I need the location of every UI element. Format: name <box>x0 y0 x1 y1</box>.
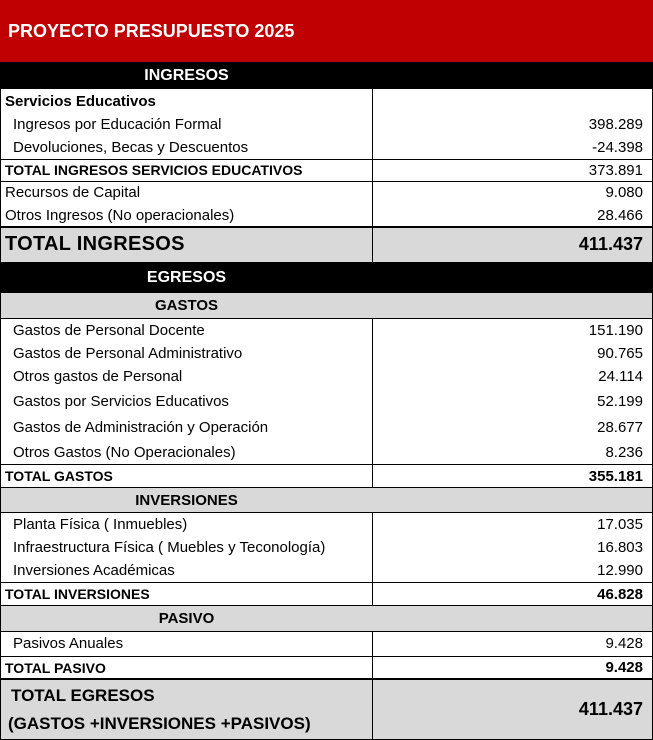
gasto-row <box>0 342 653 365</box>
ingreso-value: 398.289 <box>588 116 643 133</box>
divider-inversiones <box>372 512 373 606</box>
total-inversiones-row <box>0 582 653 606</box>
rule <box>0 631 653 632</box>
total-inversiones-value: 46.828 <box>597 585 643 603</box>
border-left <box>0 62 1 740</box>
total-pasivo-label: TOTAL PASIVO <box>5 659 106 676</box>
total-servicios-value: 373.891 <box>588 161 643 179</box>
otros-ingresos-row <box>0 181 653 204</box>
inversion-value: 17.035 <box>597 515 643 533</box>
gasto-row <box>0 365 653 388</box>
gasto-label: Gastos por Servicios Educativos <box>13 393 229 410</box>
pasivo-value: 9.428 <box>605 635 643 652</box>
inversion-value: 16.803 <box>597 539 643 556</box>
total-gastos-row <box>0 464 653 488</box>
total-servicios-label: TOTAL INGRESOS SERVICIOS EDUCATIVOS <box>5 162 303 178</box>
gasto-value: 28.677 <box>597 419 643 436</box>
rule <box>0 582 653 583</box>
total-egresos-label-block <box>0 679 373 740</box>
gasto-label: Otros gastos de Personal <box>13 368 183 385</box>
ingreso-row <box>0 113 653 136</box>
ingresos-header-label: INGRESOS <box>144 66 229 84</box>
gastos-header <box>0 293 653 318</box>
total-egresos-value: 411.437 <box>578 699 643 719</box>
inversiones-header <box>0 488 653 512</box>
gasto-row <box>0 318 653 342</box>
inversion-value: 12.990 <box>597 562 643 579</box>
egresos-header <box>0 262 653 293</box>
total-ingresos-value: 411.437 <box>578 234 643 254</box>
inversiones-header-label: INVERSIONES <box>135 491 238 509</box>
total-gastos-label: TOTAL GASTOS <box>5 468 113 484</box>
divider-ingresos <box>372 89 373 262</box>
total-egresos-sublabel: (GASTOS +INVERSIONES +PASIVOS) <box>8 713 311 733</box>
servicios-educativos-subheader <box>0 89 653 113</box>
rule <box>0 181 653 182</box>
total-egresos-row <box>0 679 653 740</box>
total-inversiones-label: TOTAL INVERSIONES <box>5 586 150 602</box>
rule <box>0 487 653 488</box>
inversion-label: Infraestructura Física ( Muebles y Teconología) <box>13 539 326 556</box>
gasto-value: 151.190 <box>588 321 643 339</box>
inversion-row <box>0 536 653 559</box>
rule <box>0 159 653 160</box>
otros-ingresos-value: 28.466 <box>597 207 643 224</box>
rule <box>0 605 653 606</box>
ingreso-row <box>0 136 653 159</box>
gasto-row <box>0 440 653 464</box>
gasto-value: 90.765 <box>597 345 643 362</box>
rule <box>0 226 653 228</box>
rule <box>0 318 653 319</box>
inversion-row <box>0 512 653 536</box>
gasto-value: 24.114 <box>598 368 643 385</box>
rule <box>0 678 653 680</box>
inversion-label: Inversiones Académicas <box>13 562 175 579</box>
ingresos-header <box>0 62 653 89</box>
sheet-title <box>0 0 653 62</box>
ingreso-value: -24.398 <box>592 139 643 156</box>
otros-ingresos-row <box>0 204 653 227</box>
total-ingresos-row <box>0 227 653 262</box>
total-egresos-label: TOTAL EGRESOS <box>11 685 155 705</box>
total-ingresos-label: TOTAL INGRESOS <box>5 233 185 255</box>
inversion-label: Planta Física ( Inmuebles) <box>13 515 188 533</box>
total-gastos-value: 355.181 <box>588 467 643 485</box>
ingreso-label: Devoluciones, Becas y Descuentos <box>13 139 249 156</box>
pasivo-header <box>0 606 653 631</box>
gastos-header-label: GASTOS <box>154 297 219 314</box>
total-pasivo-row <box>0 656 653 679</box>
ingreso-label: Ingresos por Educación Formal <box>13 116 222 133</box>
otros-ingresos-value: 9.080 <box>605 184 643 201</box>
egresos-header-label: EGRESOS <box>146 268 227 286</box>
total-servicios-row <box>0 159 653 181</box>
rule <box>0 464 653 465</box>
gasto-value: 52.199 <box>597 393 643 410</box>
gasto-label: Gastos de Personal Administrativo <box>13 345 243 362</box>
gasto-row <box>0 388 653 415</box>
pasivo-row <box>0 631 653 656</box>
gasto-label: Otros Gastos (No Operacionales) <box>13 443 236 461</box>
otros-ingresos-label: Recursos de Capital <box>5 184 141 201</box>
inversion-row <box>0 559 653 582</box>
otros-ingresos-label: Otros Ingresos (No operacionales) <box>5 207 235 224</box>
pasivo-label: Pasivos Anuales <box>13 635 124 652</box>
servicios-educativos-label: Servicios Educativos <box>5 92 156 110</box>
rule <box>0 656 653 657</box>
pasivo-header-label: PASIVO <box>158 610 215 627</box>
rule <box>0 512 653 513</box>
gasto-value: 8.236 <box>605 443 643 461</box>
gasto-label: Gastos de Personal Docente <box>13 321 205 339</box>
total-pasivo-value: 9.428 <box>605 659 643 676</box>
gasto-label: Gastos de Administración y Operación <box>13 419 269 436</box>
divider-gastos <box>372 318 373 488</box>
gasto-row <box>0 415 653 440</box>
title-text: PROYECTO PRESUPUESTO 2025 <box>8 20 295 41</box>
divider-pasivo <box>372 631 373 740</box>
